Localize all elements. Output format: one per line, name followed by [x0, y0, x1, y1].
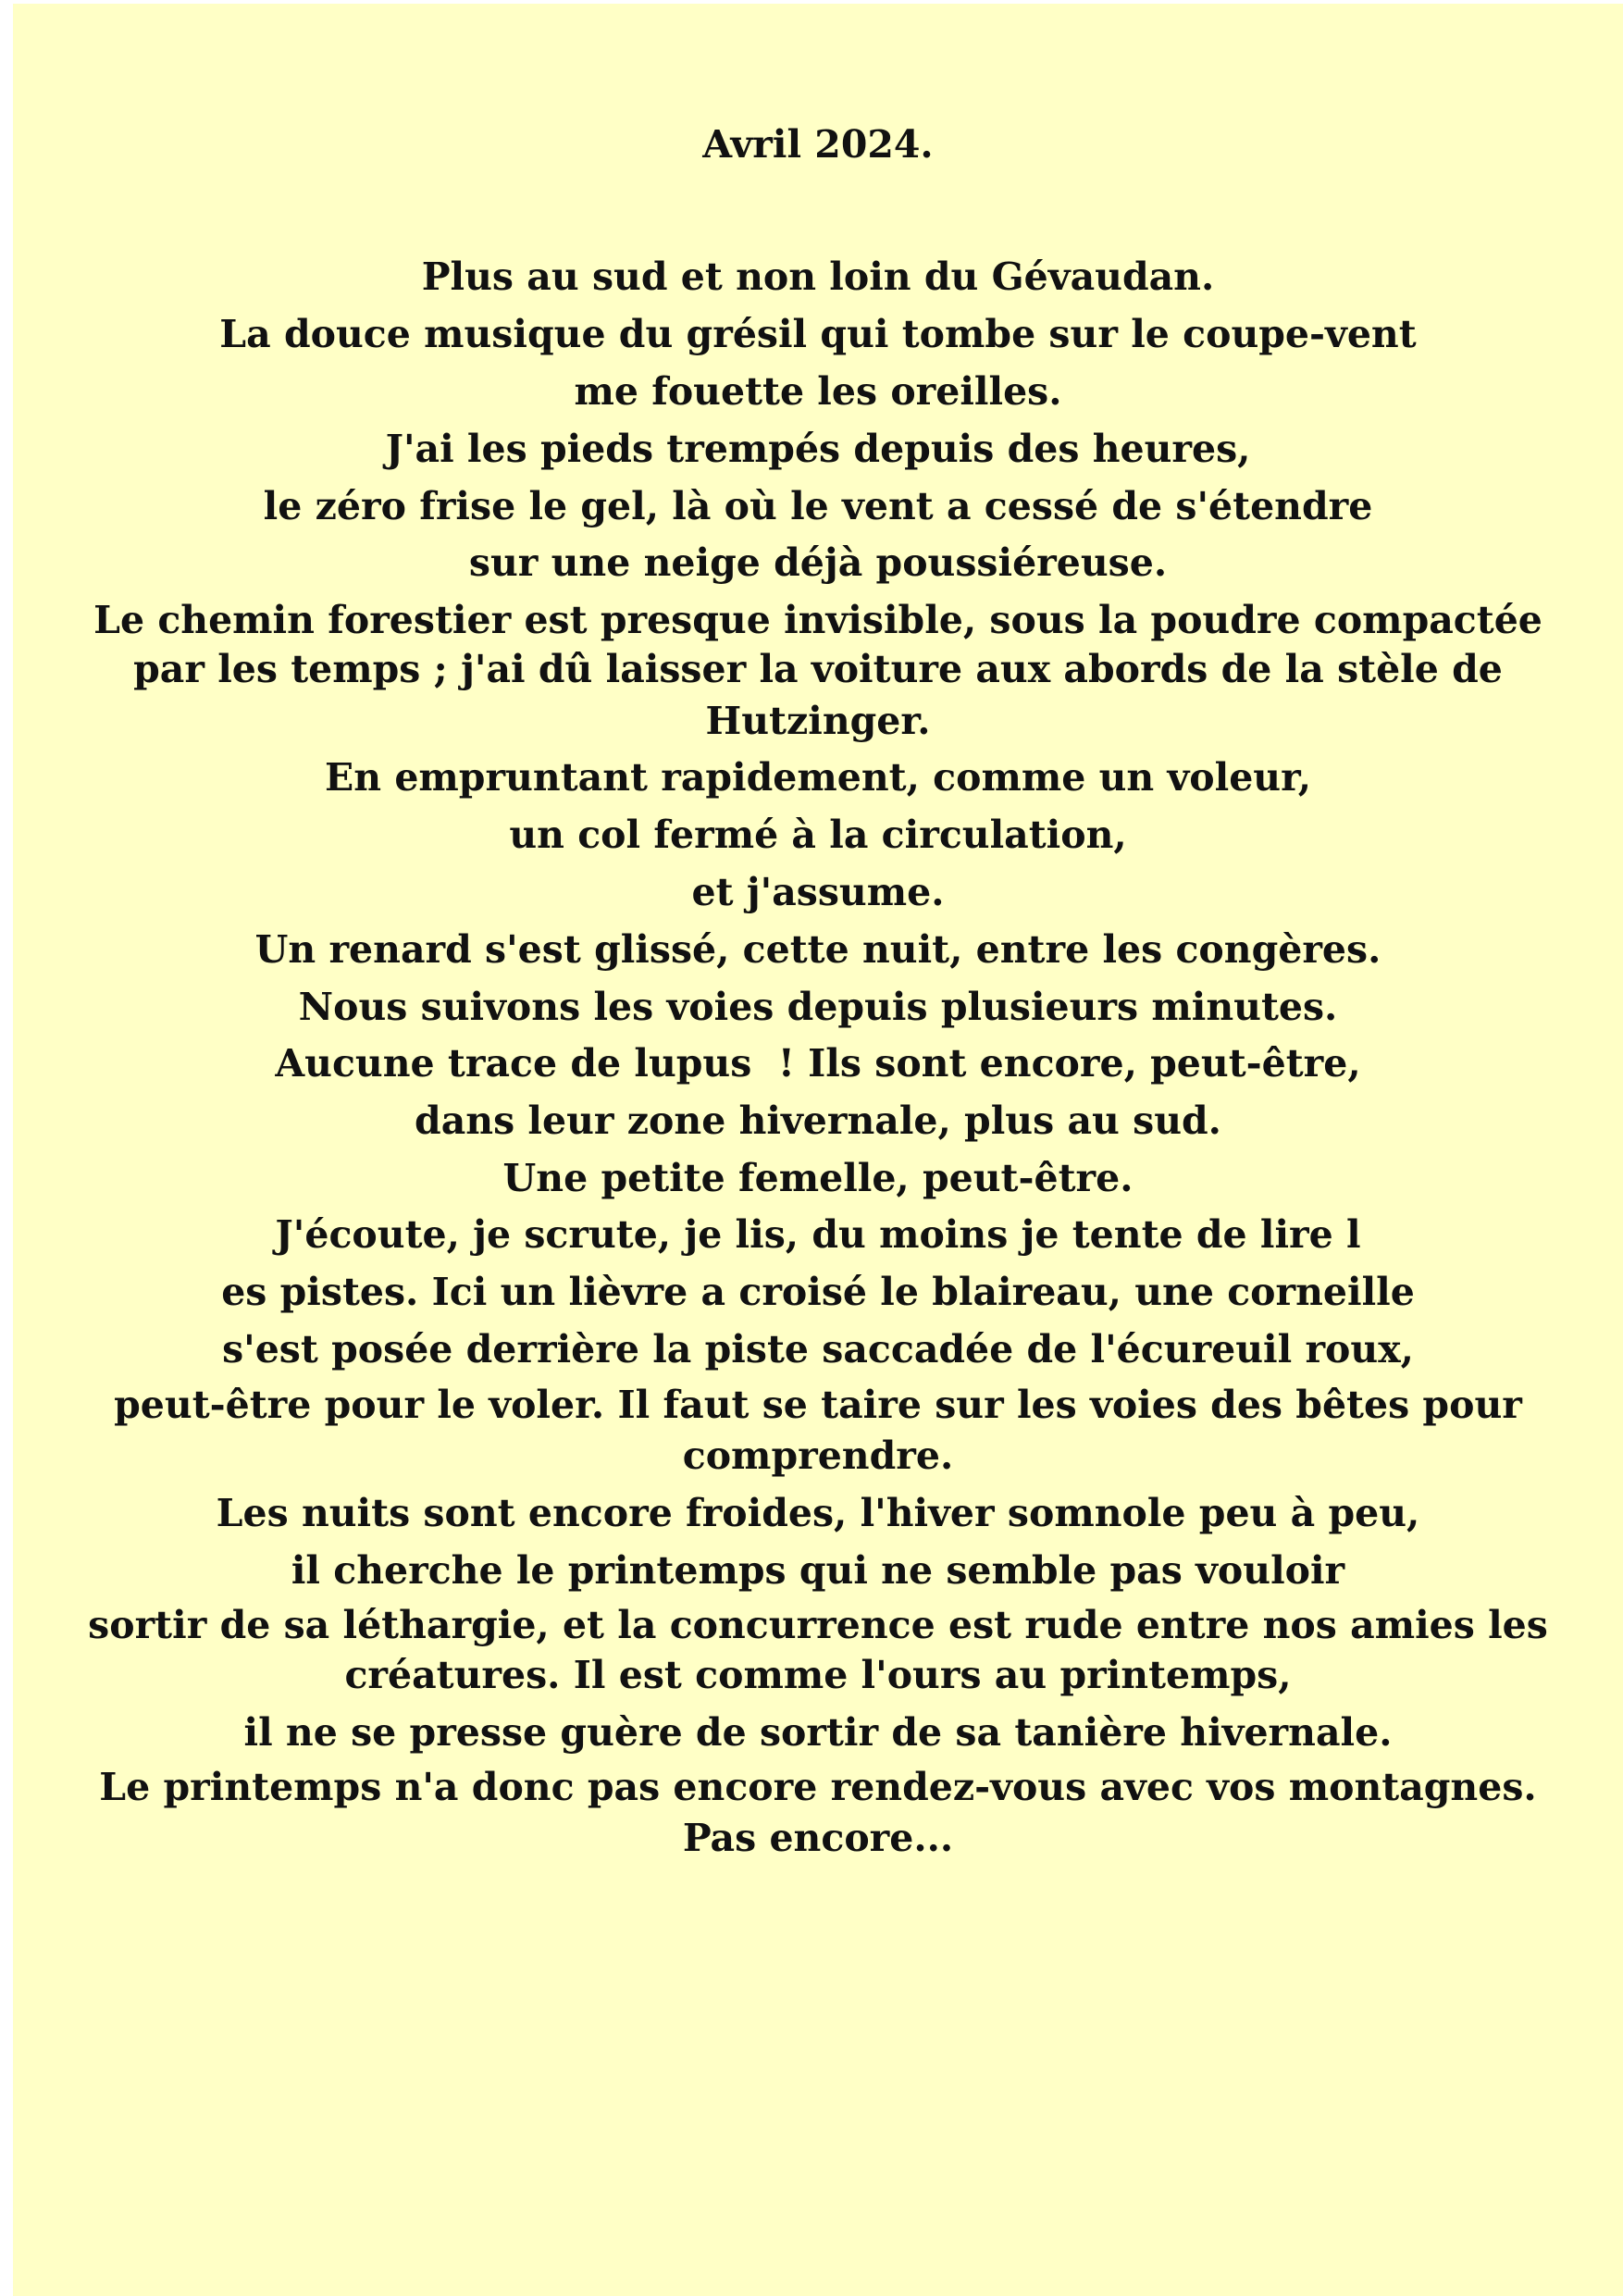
poem-line: peut-être pour le voler. Il faut se taire sur les voies des bêtes pour [114, 1383, 1522, 1427]
poem-line: Nous suivons les voies depuis plusieurs minutes. [298, 985, 1338, 1029]
poem-line: Pas encore... [682, 1816, 954, 1860]
poem-line: un col fermé à la circulation, [509, 813, 1127, 857]
poem-line: Le chemin forestier est presque invisible, sous la poudre compactée [93, 598, 1542, 642]
poem-line: Aucune trace de lupus ! Ils sont encore, peut-être, [275, 1041, 1361, 1086]
poem-line: Le printemps n'a donc pas encore rendez-vous avec vos montagnes. [99, 1765, 1537, 1809]
poem-line: le zéro frise le gel, là où le vent a cessé de s'étendre [263, 484, 1373, 528]
poem-line: comprendre. [682, 1433, 954, 1478]
poem-line: il cherche le printemps qui ne semble pas vouloir [291, 1548, 1345, 1593]
poem-line: Les nuits sont encore froides, l'hiver somnole peu à peu, [216, 1491, 1420, 1535]
poem-line: J'écoute, je scrute, je lis, du moins je tente de lire l [275, 1212, 1361, 1257]
poem-line: sortir de sa léthargie, et la concurrence est rude entre nos amies les [88, 1603, 1548, 1647]
poem-line: Plus au sud et non loin du Gévaudan. [421, 254, 1215, 299]
poem-line: créatures. Il est comme l'ours au printemps, [344, 1653, 1292, 1697]
poem-line: Hutzinger. [705, 699, 931, 743]
poem-line: par les temps ; j'ai dû laisser la voiture aux abords de la stèle de [133, 647, 1503, 691]
poem-line: Une petite femelle, peut-être. [502, 1156, 1134, 1200]
poem-line: La douce musique du grésil qui tombe sur le coupe-vent [219, 312, 1417, 356]
poem-line: me fouette les oreilles. [574, 369, 1062, 414]
poem-title: Avril 2024. [702, 122, 934, 167]
poem-line: Un renard s'est glissé, cette nuit, entre les congères. [254, 927, 1381, 972]
poem-line: En empruntant rapidement, comme un voleur, [325, 755, 1311, 800]
document-page [13, 4, 1623, 2296]
poem-line: il ne se presse guère de sortir de sa tanière hivernale. [243, 1710, 1393, 1755]
poem-line: sur une neige déjà poussiéreuse. [468, 540, 1168, 585]
poem-line: s'est posée derrière la piste saccadée de l'écureuil roux, [222, 1327, 1414, 1371]
poem-line: J'ai les pieds trempés depuis des heures, [385, 427, 1251, 471]
poem-line: es pistes. Ici un lièvre a croisé le blaireau, une corneille [221, 1270, 1415, 1314]
poem-line: et j'assume. [691, 870, 945, 914]
poem-line: dans leur zone hivernale, plus au sud. [415, 1098, 1221, 1143]
